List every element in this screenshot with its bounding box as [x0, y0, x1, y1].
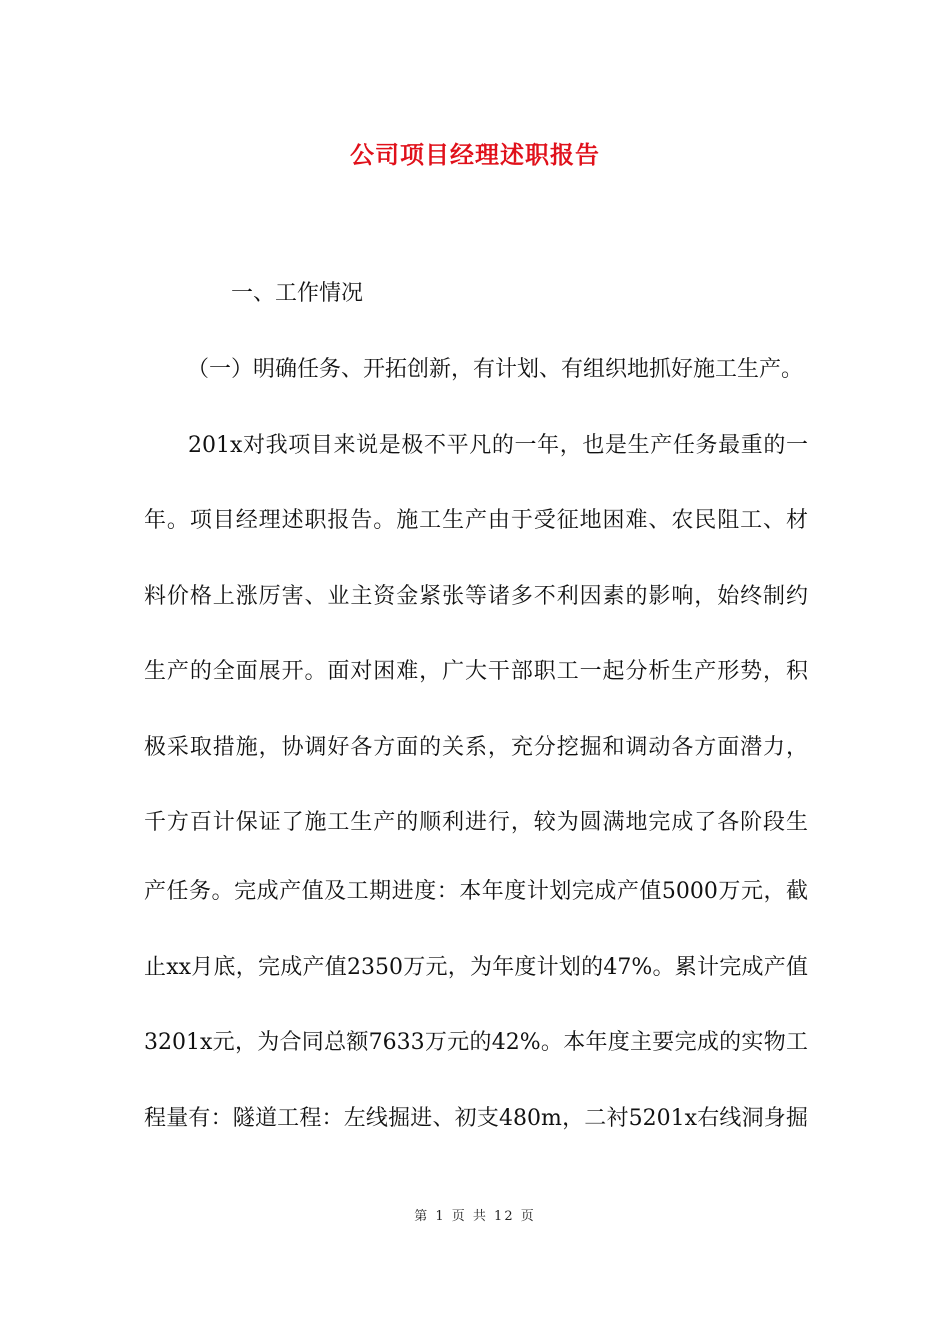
subsection-heading: （一）明确任务、开拓创新，有计划、有组织地抓好施工生产。 — [187, 357, 804, 382]
paragraph-line-6: 千方百计保证了施工生产的顺利进行，较为圆满地完成了各阶段生 — [144, 810, 808, 835]
page-footer: 第 1 页 共 12 页 — [414, 1209, 536, 1224]
paragraph-line-4: 生产的全面展开。面对困难，广大干部职工一起分析生产形势，积 — [144, 659, 808, 684]
paragraph-line-3: 料价格上涨厉害、业主资金紧张等诸多不利因素的影响，始终制约 — [144, 584, 808, 609]
paragraph-line-8: 止xx月底，完成产值2350万元，为年度计划的47%。累计完成产值 — [144, 955, 808, 980]
paragraph-line-10: 程量有：隧道工程：左线掘进、初支480m，二衬5201x右线洞身掘 — [144, 1106, 808, 1131]
section-heading: 一、工作情况 — [231, 281, 364, 306]
paragraph-line-9: 3201x元，为合同总额7633万元的42%。本年度主要完成的实物工 — [144, 1030, 808, 1055]
paragraph-line-7: 产任务。完成产值及工期进度：本年度计划完成产值5000万元，截 — [144, 879, 808, 904]
paragraph-line-1: 201x对我项目来说是极不平凡的一年，也是生产任务最重的一 — [188, 433, 808, 458]
paragraph-line-2: 年。项目经理述职报告。施工生产由于受征地困难、农民阻工、材 — [144, 508, 808, 533]
document-title: 公司项目经理述职报告 — [350, 140, 600, 169]
paragraph-line-5: 极采取措施，协调好各方面的关系，充分挖掘和调动各方面潜力， — [144, 735, 808, 760]
